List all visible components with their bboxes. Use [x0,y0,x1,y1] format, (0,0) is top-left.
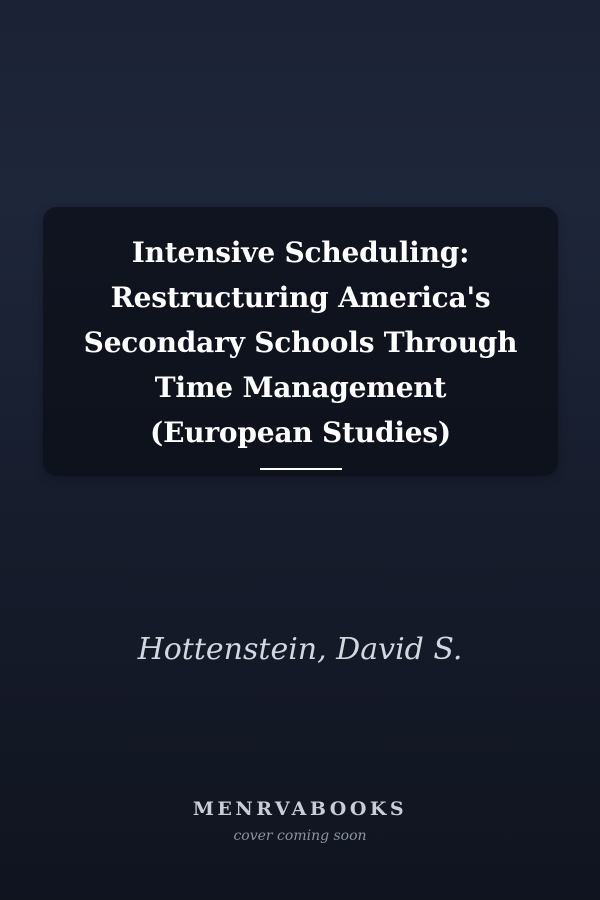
title-divider [260,468,342,470]
book-title: Intensive Scheduling: Restructuring America's Secondary Schools Through Time Management (European Studies) [83,236,518,449]
book-author: Hottenstein, David S. [137,632,463,667]
title-panel [43,207,558,476]
publisher-name: MENRVABOOKS [192,798,408,820]
cover-tagline: cover coming soon [233,828,367,844]
